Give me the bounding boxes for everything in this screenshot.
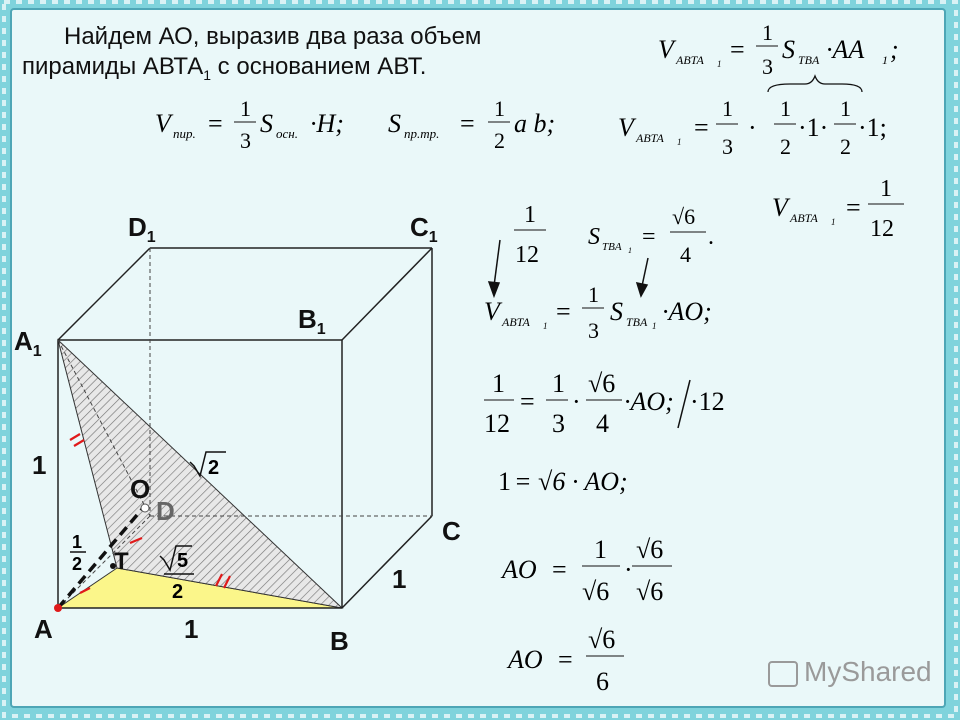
slides-icon <box>768 661 798 687</box>
svg-text:ABTA: ABTA <box>790 211 818 225</box>
svg-text:S: S <box>610 297 623 326</box>
svg-text:3: 3 <box>552 409 565 438</box>
formula-volume-result <box>772 176 904 242</box>
svg-text:1: 1 <box>762 20 773 45</box>
formula-triangle-area <box>388 96 555 153</box>
formula-equation <box>484 369 725 438</box>
formula-volume-abta1 <box>658 20 899 79</box>
svg-text:3: 3 <box>762 54 773 79</box>
svg-text:1: 1 <box>552 369 565 398</box>
svg-text:пир.: пир. <box>173 126 196 141</box>
formula-ao-rationalize <box>500 535 672 606</box>
svg-text:=: = <box>520 387 535 416</box>
svg-text:2: 2 <box>494 128 505 153</box>
svg-text:=: = <box>642 224 656 250</box>
svg-text:4: 4 <box>680 242 691 267</box>
label-d: D <box>156 496 175 526</box>
formula-pyramid-volume <box>155 96 344 153</box>
svg-text:V: V <box>772 193 788 222</box>
svg-text:AO: AO <box>502 555 537 584</box>
svg-text:S: S <box>588 224 600 250</box>
svg-text:√6: √6 <box>636 577 664 606</box>
svg-text:ABTA: ABTA <box>676 53 704 67</box>
svg-text:1: 1 <box>717 59 722 69</box>
svg-text:;: ; <box>890 35 899 64</box>
svg-text:1: 1 <box>840 96 851 121</box>
svg-text:1: 1 <box>494 96 505 121</box>
svg-text:1: 1 <box>628 246 632 255</box>
formula-volume-ao <box>484 282 712 343</box>
svg-text:пр.тр.: пр.тр. <box>404 126 440 141</box>
svg-text:·: · <box>572 387 581 416</box>
svg-text:= √6 · AO;: = √6 · AO; <box>514 467 628 496</box>
svg-text:1: 1 <box>594 535 607 564</box>
label-t: T <box>114 548 129 575</box>
svg-text:·AA: ·AA <box>826 35 865 64</box>
svg-text:1: 1 <box>588 282 599 307</box>
svg-text:S: S <box>388 109 401 138</box>
formula-simplified <box>498 467 628 496</box>
svg-text:1: 1 <box>882 53 888 67</box>
svg-text:.: . <box>708 224 714 250</box>
svg-text:·12: ·12 <box>690 387 725 416</box>
svg-text:TBA: TBA <box>602 241 622 253</box>
measure-edge-right: 1 <box>392 564 407 594</box>
label-d1: $D_1$ <box>128 212 156 247</box>
measure-edge-left: 1 <box>32 450 47 480</box>
svg-text:·: · <box>624 555 633 584</box>
svg-text:5: 5 <box>177 550 189 572</box>
svg-text:12: 12 <box>515 242 539 268</box>
svg-text:1: 1 <box>72 532 83 552</box>
svg-text:3: 3 <box>588 318 599 343</box>
svg-text:ABTA: ABTA <box>502 315 530 329</box>
value-one-twelfth <box>514 202 546 268</box>
svg-text:2: 2 <box>780 134 791 159</box>
svg-text:1: 1 <box>780 96 791 121</box>
svg-text:=: = <box>694 113 709 142</box>
svg-text:√6: √6 <box>636 535 664 564</box>
svg-text:1: 1 <box>498 467 511 496</box>
svg-text:S: S <box>260 109 273 138</box>
svg-text:AO: AO <box>508 645 543 674</box>
svg-text:V: V <box>155 109 171 138</box>
svg-text:=: = <box>552 555 567 584</box>
label-o: O <box>130 474 151 504</box>
formula-ao-result <box>506 625 624 696</box>
svg-text:TBA: TBA <box>626 315 648 329</box>
svg-text:·AO;: ·AO; <box>662 297 712 326</box>
svg-text:1: 1 <box>492 369 505 398</box>
svg-text:1: 1 <box>652 321 657 331</box>
svg-text:12: 12 <box>484 409 510 438</box>
svg-text:2: 2 <box>172 581 184 603</box>
svg-text:2: 2 <box>72 554 83 574</box>
svg-text:TBA: TBA <box>798 53 820 67</box>
svg-text:√6: √6 <box>588 369 616 398</box>
svg-text:2: 2 <box>840 134 851 159</box>
svg-text:·: · <box>748 113 757 142</box>
svg-text:ABTA: ABTA <box>636 131 664 145</box>
svg-text:1: 1 <box>543 321 548 331</box>
svg-text:осн.: осн. <box>276 126 298 141</box>
intro-line-2: пирамиды $АВТА_1$ с основанием АВТ. <box>22 53 427 83</box>
svg-text:=: = <box>208 109 223 138</box>
svg-text:3: 3 <box>722 134 733 159</box>
formula-volume-substituted <box>618 96 887 159</box>
svg-text:1: 1 <box>831 217 836 227</box>
svg-text:=: = <box>558 645 573 674</box>
svg-text:=: = <box>730 35 745 64</box>
value-s-tba1 <box>588 204 714 267</box>
intro-line-1: Найдем АО, выразив два раза объем <box>64 23 482 50</box>
svg-text:1: 1 <box>880 176 892 202</box>
label-a: A <box>34 614 53 644</box>
svg-text:V: V <box>484 297 500 326</box>
label-b1: $B_1$ <box>298 304 326 339</box>
label-c: C <box>442 516 461 546</box>
svg-text:6: 6 <box>596 667 609 696</box>
svg-text:·H;: ·H; <box>310 109 344 138</box>
svg-text:·1;: ·1; <box>858 113 887 142</box>
svg-text:3: 3 <box>240 128 251 153</box>
svg-text:V: V <box>618 113 634 142</box>
label-b: B <box>330 626 349 656</box>
measure-edge-bottom: 1 <box>184 614 199 644</box>
svg-text:1: 1 <box>677 137 682 147</box>
brand-watermark: MyShared <box>768 656 932 688</box>
svg-text:√6: √6 <box>582 577 610 606</box>
svg-text:1: 1 <box>240 96 251 121</box>
svg-text:√6: √6 <box>672 204 696 229</box>
svg-text:2: 2 <box>208 457 220 479</box>
svg-text:=: = <box>460 109 475 138</box>
svg-text:12: 12 <box>870 216 894 242</box>
svg-text:·AO;: ·AO; <box>624 387 674 416</box>
svg-text:=: = <box>846 193 861 222</box>
svg-text:4: 4 <box>596 409 609 438</box>
svg-text:1: 1 <box>722 96 733 121</box>
svg-text:√6: √6 <box>588 625 616 654</box>
svg-text:=: = <box>556 297 571 326</box>
svg-text:a b;: a b; <box>514 109 556 138</box>
svg-text:1: 1 <box>524 202 536 228</box>
svg-text:·1·: ·1· <box>798 113 829 142</box>
svg-text:V: V <box>658 35 674 64</box>
label-a1: $A_1$ <box>14 326 42 361</box>
svg-text:S: S <box>782 35 795 64</box>
label-c1: $C_1$ <box>410 212 438 247</box>
